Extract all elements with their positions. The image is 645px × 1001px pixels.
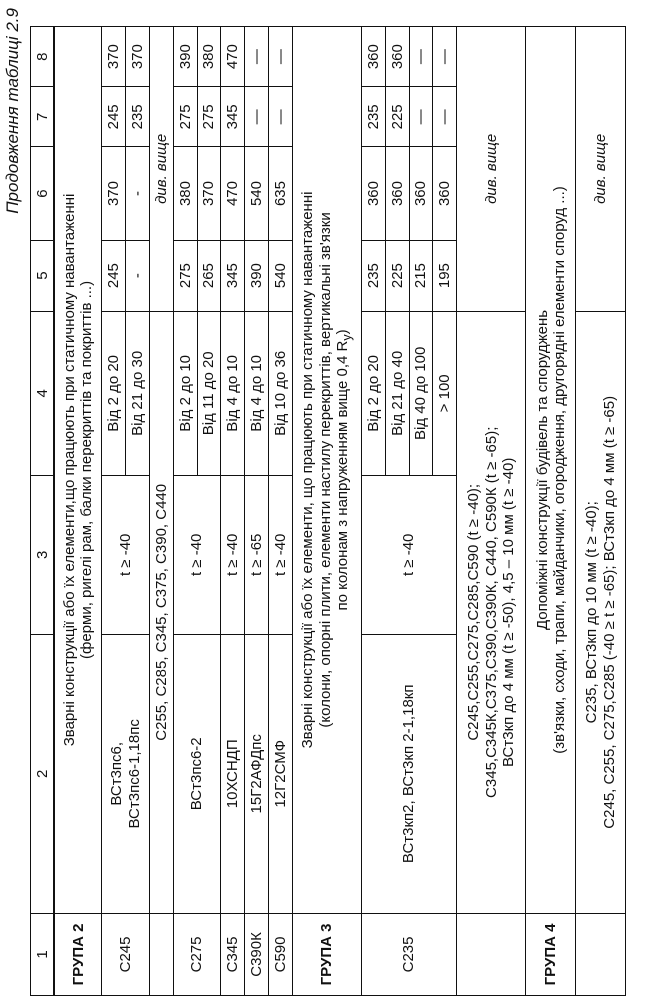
value-cell: 245	[102, 87, 126, 147]
other-grades-cell	[576, 311, 626, 913]
value-cell: 225	[385, 240, 409, 311]
group3-description	[292, 27, 361, 914]
value-cell: 360	[385, 27, 409, 87]
value-cell: -	[126, 240, 150, 311]
table-row	[268, 27, 292, 996]
grade-cell: С590	[268, 913, 292, 995]
see-above-cell: див. вище	[576, 27, 626, 312]
value-cell: 380	[173, 147, 197, 240]
other-grades-line2: С245, С255, С275,С285 (-40 ≥ t ≥ -65); ВСт3кп до 4 мм (t ≥ -65)	[600, 395, 618, 829]
value-cell: —	[433, 87, 457, 147]
other-grades-line3: ВСт3кп до 4 мм (t ≥ -50), 4,5 – 10 мм (t ≥ -40)	[499, 457, 517, 767]
grade-cell	[149, 913, 173, 995]
thickness-cell: > 100	[433, 311, 457, 475]
temperature-cell: t ≥ -40	[268, 475, 292, 634]
thickness-cell: Від 21 до 40	[385, 311, 409, 475]
value-cell: 380	[197, 27, 221, 87]
table-row	[149, 27, 173, 996]
value-cell: 195	[433, 240, 457, 311]
other-grades-cell: С255, С285, С345, С375, С390, С440	[149, 311, 173, 913]
group2-header-row	[54, 27, 102, 996]
group3-description-line3	[334, 33, 354, 907]
header-cell-5: 5	[31, 240, 55, 311]
table-row	[245, 27, 269, 996]
value-cell: 635	[268, 147, 292, 240]
header-cell-1: 1	[31, 913, 55, 995]
grade-cell: С390К	[245, 913, 269, 995]
other-grades-line1: С235, ВСт3кп до 10 мм (t ≥ -40);	[583, 501, 601, 724]
value-cell: -	[126, 147, 150, 240]
steel-mark-cell	[102, 634, 150, 913]
value-cell: 235	[126, 87, 150, 147]
value-cell: 265	[197, 240, 221, 311]
value-cell: 540	[268, 240, 292, 311]
value-cell: —	[409, 27, 433, 87]
value-cell: 370	[197, 147, 221, 240]
value-cell: 390	[173, 27, 197, 87]
table-row	[173, 27, 197, 996]
value-cell: —	[433, 27, 457, 87]
value-cell: 540	[245, 147, 269, 240]
temperature-cell: t ≥ -40	[221, 475, 245, 634]
steel-grades-table	[30, 26, 626, 996]
value-cell: 235	[362, 240, 386, 311]
steel-mark-cell: 15Г2АФДпс	[245, 634, 269, 913]
value-cell: 370	[126, 27, 150, 87]
value-cell: 275	[197, 87, 221, 147]
value-cell: 390	[245, 240, 269, 311]
grade-cell: С235	[362, 913, 457, 995]
thickness-cell: Від 2 до 20	[102, 311, 126, 475]
group3-description-line3-text: по колонам з напруженням вище 0,4 R	[333, 340, 351, 611]
group2-description	[54, 27, 102, 914]
value-cell: 215	[409, 240, 433, 311]
temperature-cell: t ≥ -40	[102, 475, 150, 634]
other-grades-cell	[457, 311, 526, 913]
steel-mark-cell: 12Г2СМФ	[268, 634, 292, 913]
value-cell: 470	[221, 147, 245, 240]
steel-mark-line2: ВСт3пс6-1,18пс	[125, 719, 143, 829]
table-row	[221, 27, 245, 996]
group2-description-line1: Зварні конструкції або їх елементи,що працюють при статичному навантаженні	[61, 193, 79, 747]
thickness-cell: Від 2 до 10	[173, 311, 197, 475]
temperature-cell: t ≥ -65	[245, 475, 269, 634]
table-row	[102, 27, 126, 996]
group4-label: ГРУПА 4	[526, 913, 576, 995]
steel-mark-line1: ВСт3пс6,	[108, 741, 126, 806]
temperature-cell: t ≥ -40	[362, 475, 457, 634]
header-cell-6: 6	[31, 147, 55, 240]
group3-label: ГРУПА 3	[292, 913, 361, 995]
value-cell: —	[245, 87, 269, 147]
steel-mark-cell: ВСт3кп2, ВСт3кп 2-1,18кп	[362, 634, 457, 913]
see-above-cell: див. вище	[457, 27, 526, 312]
group4-header-row	[526, 27, 576, 996]
temperature-cell: t ≥ -40	[173, 475, 221, 634]
header-cell-7: 7	[31, 87, 55, 147]
value-cell: 345	[221, 240, 245, 311]
group3-description-end: )	[333, 329, 351, 335]
grade-cell	[576, 913, 626, 995]
value-cell: 225	[385, 87, 409, 147]
group3-header-row	[292, 27, 361, 996]
thickness-cell: Від 11 до 20	[197, 311, 221, 475]
group3-description-line2: (колони, опорні плити, елементи настилу перекриттів, вертикальні зв'язки	[316, 212, 334, 728]
group4-description-line1: Допоміжні конструкції будівель та споруджень	[533, 309, 551, 631]
value-cell: 235	[362, 87, 386, 147]
value-cell: 245	[102, 240, 126, 311]
value-cell: 360	[385, 147, 409, 240]
grade-cell: С275	[173, 913, 221, 995]
see-above-cell: див. вище	[149, 27, 173, 312]
value-cell: 370	[102, 147, 126, 240]
table-row	[457, 27, 526, 996]
grade-cell	[457, 913, 526, 995]
value-cell: 275	[173, 240, 197, 311]
table-caption: Продовження таблиці 2.9	[3, 8, 22, 214]
value-cell: 360	[433, 147, 457, 240]
other-grades-line2: С345,С345К,С375,С390,С390К, С440, С590К (t ≥ -65);	[482, 426, 500, 798]
value-cell: 360	[409, 147, 433, 240]
header-row	[31, 27, 55, 996]
value-cell: 360	[362, 147, 386, 240]
group3-description-subscript: y	[339, 334, 354, 341]
value-cell: 275	[173, 87, 197, 147]
header-cell-8: 8	[31, 27, 55, 87]
value-cell: —	[409, 87, 433, 147]
group4-description-line2: (зв'язки, сходи, трапи, майданчики, огородження, другорядні елементи споруд ...)	[550, 186, 568, 754]
thickness-cell: Від 40 до 100	[409, 311, 433, 475]
value-cell: 345	[221, 87, 245, 147]
group2-description-line2: (ферми, ригелі рам, балки перекриттів та покриттів ...)	[78, 280, 96, 659]
steel-mark-cell: 10ХСНДП	[221, 634, 245, 913]
header-cell-2: 2	[31, 634, 55, 913]
group4-description	[526, 27, 576, 914]
grade-cell: С345	[221, 913, 245, 995]
header-cell-3: 3	[31, 475, 55, 634]
other-grades-line1: С245,С255,С275,С285,С590 (t ≥ -40);	[465, 483, 483, 741]
table-row	[576, 27, 626, 996]
group2-label: ГРУПА 2	[54, 913, 102, 995]
table-row	[362, 27, 386, 996]
thickness-cell: Від 21 до 30	[126, 311, 150, 475]
value-cell: —	[268, 87, 292, 147]
value-cell: 360	[362, 27, 386, 87]
header-cell-4: 4	[31, 311, 55, 475]
thickness-cell: Від 2 до 20	[362, 311, 386, 475]
thickness-cell: Від 4 до 10	[245, 311, 269, 475]
steel-mark-cell: ВСт3пс6-2	[173, 634, 221, 913]
value-cell: —	[268, 27, 292, 87]
thickness-cell: Від 10 до 36	[268, 311, 292, 475]
thickness-cell: Від 4 до 10	[221, 311, 245, 475]
value-cell: 370	[102, 27, 126, 87]
grade-cell: С245	[102, 913, 150, 995]
group3-description-line1: Зварні конструкції або їх елементи, що працюють при статичному навантаженні	[299, 191, 317, 749]
value-cell: —	[245, 27, 269, 87]
value-cell: 470	[221, 27, 245, 87]
